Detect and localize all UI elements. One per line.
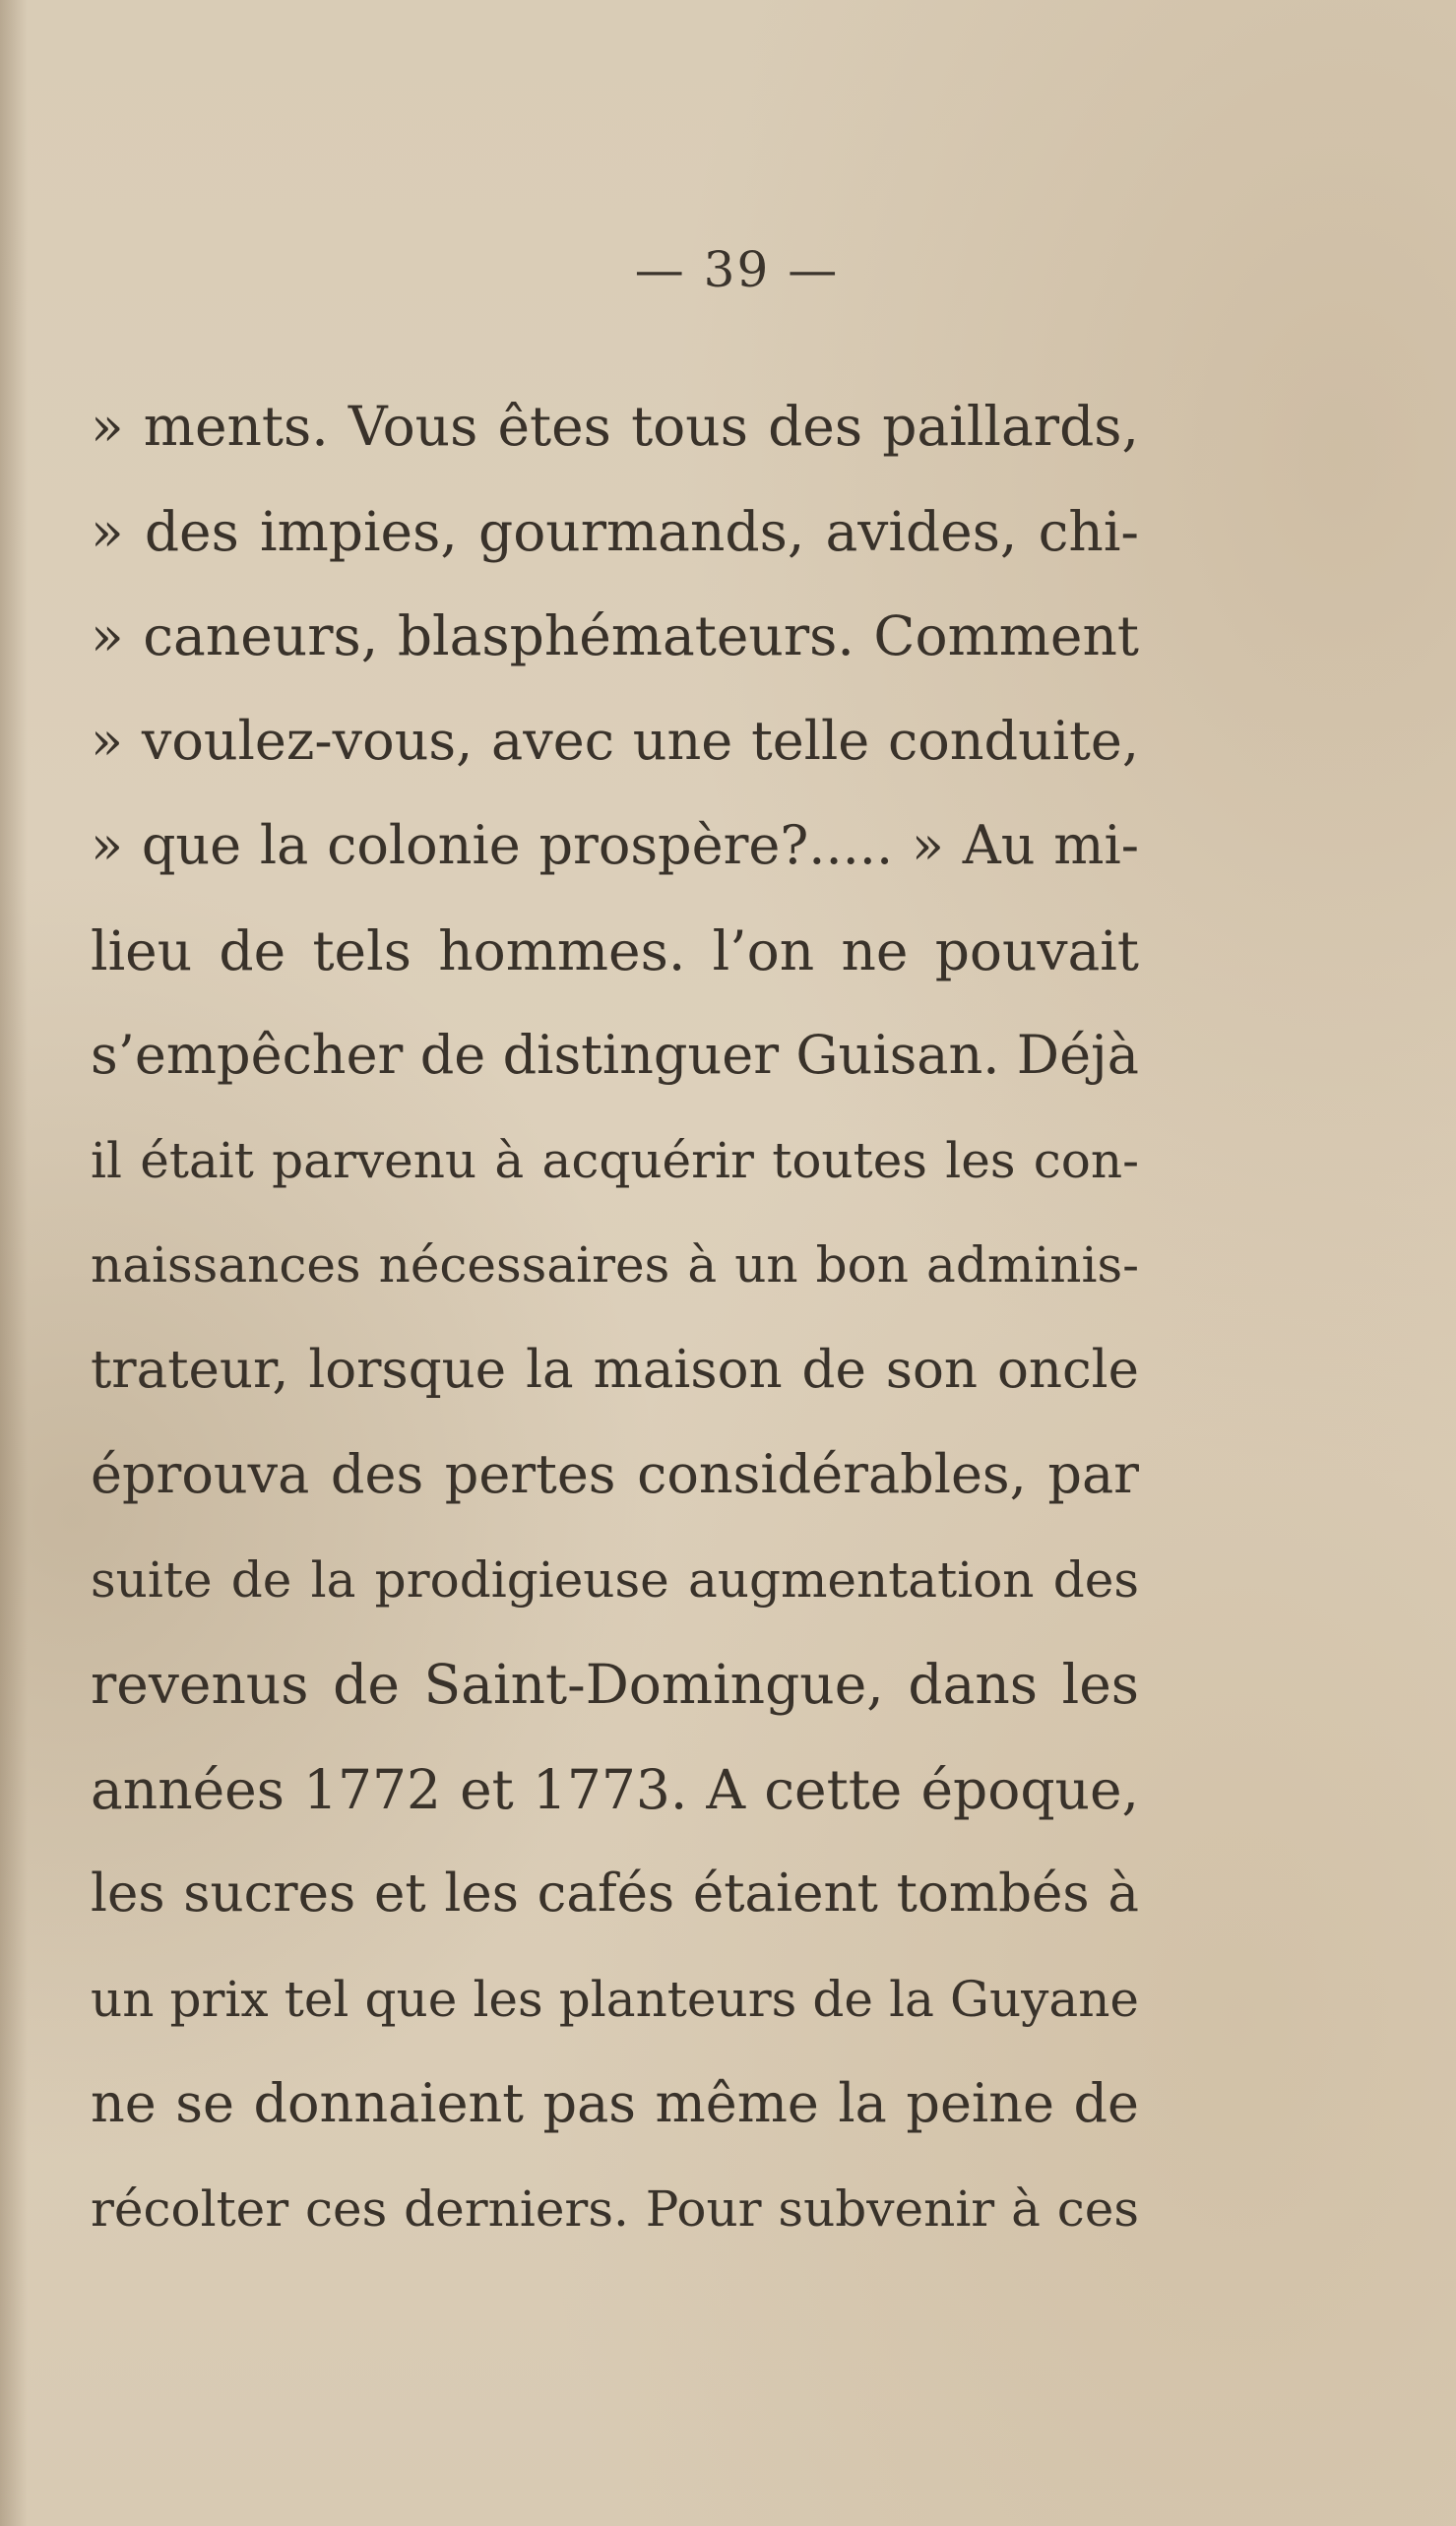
text-line: un prix tel que les planteurs de la Guyane [91, 1970, 1139, 2028]
text-line: revenus de Saint-Domingue, dans les [91, 1653, 1139, 1716]
text-line: il était parvenu à acquérir toutes les con- [91, 1131, 1139, 1189]
text-line: » caneurs, blasphémateurs. Comment [91, 604, 1139, 667]
text-line: » des impies, gourmands, avides, chi- [91, 499, 1139, 563]
text-line: récolter ces derniers. Pour subvenir à ces [91, 2179, 1139, 2238]
page-number: — 39 — [634, 241, 840, 298]
text-line: » voulez-vous, avec une telle conduite, [91, 709, 1139, 772]
text-line: naissances nécessaires à un bon adminis- [91, 1236, 1139, 1294]
text-line: » ments. Vous êtes tous des paillards, [91, 395, 1139, 458]
text-line: les sucres et les cafés étaient tombés à [91, 1863, 1139, 1924]
text-line: » que la colonie prospère?..... » Au mi- [91, 814, 1139, 876]
text-line: trateur, lorsque la maison de son oncle [91, 1339, 1139, 1400]
text-line: ne se donnaient pas même la peine de [91, 2072, 1139, 2134]
text-line: années 1772 et 1773. A cette époque, [91, 1757, 1139, 1821]
body-text [91, 374, 1139, 2261]
text-line: lieu de tels hommes. l’on ne pouvait [91, 918, 1139, 982]
text-line: suite de la prodigieuse augmentation des [91, 1550, 1139, 1609]
text-line: éprouva des pertes considérables, par [91, 1443, 1139, 1505]
text-line: s’empêcher de distinguer Guisan. Déjà [91, 1024, 1139, 1086]
